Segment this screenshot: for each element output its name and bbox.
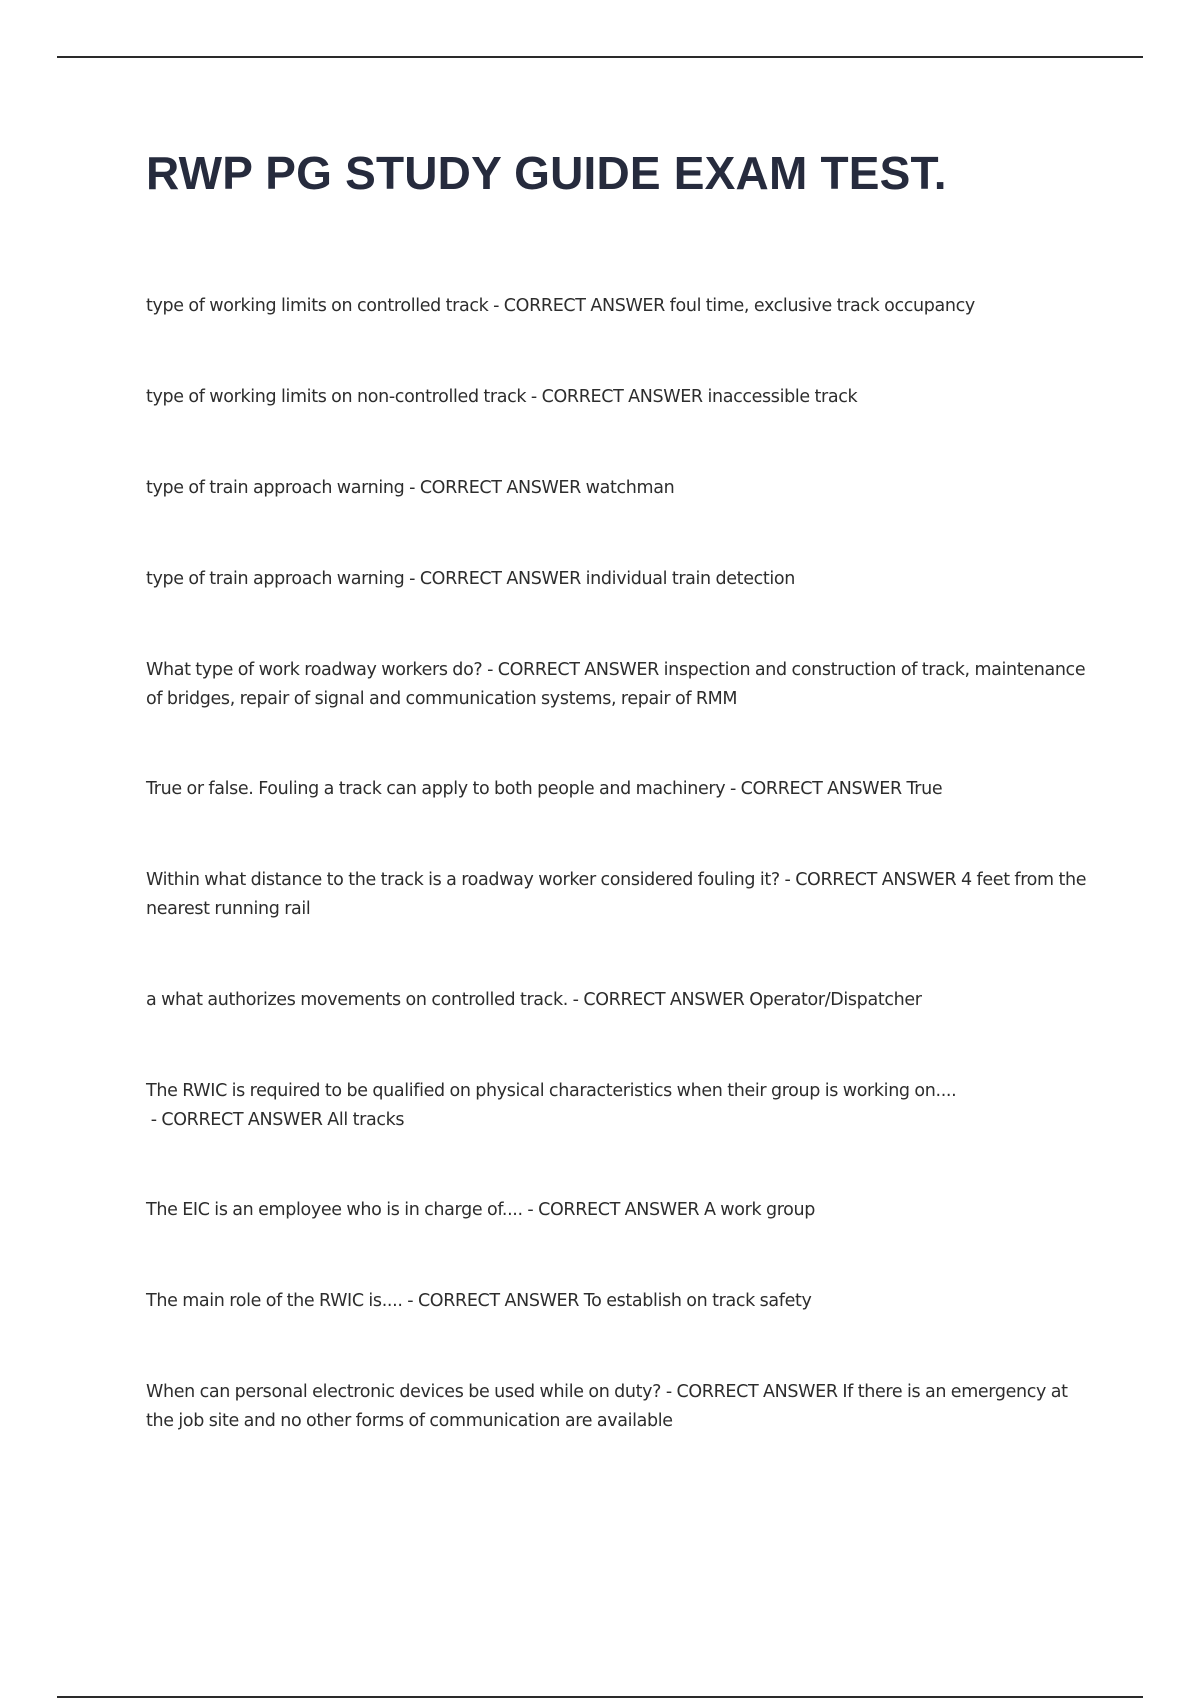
- question-text: The EIC is an employee who is in charge of....: [146, 1200, 523, 1220]
- answer-text: True: [906, 779, 943, 799]
- qa-item: [146, 1378, 1096, 1436]
- separator: -: [661, 1382, 677, 1402]
- question-text: What type of work roadway workers do?: [146, 660, 483, 680]
- separator: -: [402, 1291, 418, 1311]
- answer-text: Operator/Dispatcher: [749, 990, 922, 1010]
- question-text: The RWIC is required to be qualified on physical characteristics when their group is working on....: [146, 1081, 957, 1101]
- separator: -: [725, 779, 741, 799]
- correct-answer-marker: CORRECT ANSWER: [497, 660, 659, 680]
- separator: -: [404, 478, 420, 498]
- bottom-rule: [57, 1696, 1143, 1698]
- answer-text: All tracks: [327, 1110, 405, 1130]
- qa-item: [146, 1077, 1096, 1135]
- question-text: True or false. Fouling a track can apply to both people and machinery: [146, 779, 726, 799]
- question-text: type of train approach warning: [146, 478, 405, 498]
- top-rule: [57, 56, 1143, 58]
- answer-text: inaccessible track: [707, 387, 858, 407]
- answer-text: watchman: [585, 478, 675, 498]
- qa-item: [146, 656, 1096, 714]
- qa-item: [146, 383, 1096, 412]
- separator: -: [522, 1200, 539, 1220]
- correct-answer-marker: CORRECT ANSWER: [419, 478, 581, 498]
- question-text: type of train approach warning: [146, 569, 405, 589]
- correct-answer-marker: CORRECT ANSWER: [583, 990, 745, 1010]
- qa-item: [146, 565, 1096, 594]
- correct-answer-marker: CORRECT ANSWER: [676, 1382, 838, 1402]
- answer-text: To establish on track safety: [583, 1291, 812, 1311]
- separator: -: [567, 990, 584, 1010]
- separator: -: [404, 569, 420, 589]
- question-text: When can personal electronic devices be used while on duty?: [146, 1382, 662, 1402]
- qa-item: [146, 1196, 1096, 1225]
- qa-item: [146, 986, 1096, 1015]
- page-title: RWP PG STUDY GUIDE EXAM TEST.: [146, 147, 947, 199]
- question-text: type of working limits on controlled track: [146, 296, 489, 316]
- qa-item: [146, 1287, 1096, 1316]
- question-text: type of working limits on non-controlled track: [146, 387, 527, 407]
- qa-item: [146, 775, 1096, 804]
- answer-text: If there is an emergency at the job site and no other forms of communication are available: [146, 1382, 1068, 1431]
- qa-item: [146, 474, 1096, 503]
- answer-text: A work group: [703, 1200, 816, 1220]
- qa-item: [146, 866, 1096, 924]
- answer-text: individual train detection: [585, 569, 796, 589]
- question-text: a what authorizes movements on controlled track.: [146, 990, 568, 1010]
- qa-item: [146, 292, 1096, 321]
- correct-answer-marker: CORRECT ANSWER: [740, 779, 902, 799]
- correct-answer-marker: CORRECT ANSWER: [419, 569, 581, 589]
- separator: -: [526, 387, 542, 407]
- correct-answer-marker: CORRECT ANSWER: [503, 296, 665, 316]
- answer-text: foul time, exclusive track occupancy: [669, 296, 975, 316]
- answer-text: 4 feet from the nearest running rail: [146, 870, 1087, 919]
- question-text: The main role of the RWIC is....: [146, 1291, 403, 1311]
- correct-answer-marker: CORRECT ANSWER: [538, 1200, 700, 1220]
- separator: -: [779, 870, 796, 890]
- correct-answer-marker: CORRECT ANSWER: [541, 387, 703, 407]
- correct-answer-marker: CORRECT ANSWER: [161, 1110, 323, 1130]
- separator: -: [146, 1110, 162, 1130]
- question-text: Within what distance to the track is a roadway worker considered fouling it?: [146, 870, 780, 890]
- correct-answer-marker: CORRECT ANSWER: [417, 1291, 580, 1311]
- separator: -: [482, 660, 498, 680]
- answer-text: inspection and construction of track, maintenance of bridges, repair of signal and communication systems, repair of RMM: [146, 660, 1086, 709]
- correct-answer-marker: CORRECT ANSWER: [795, 870, 957, 890]
- separator: -: [488, 296, 504, 316]
